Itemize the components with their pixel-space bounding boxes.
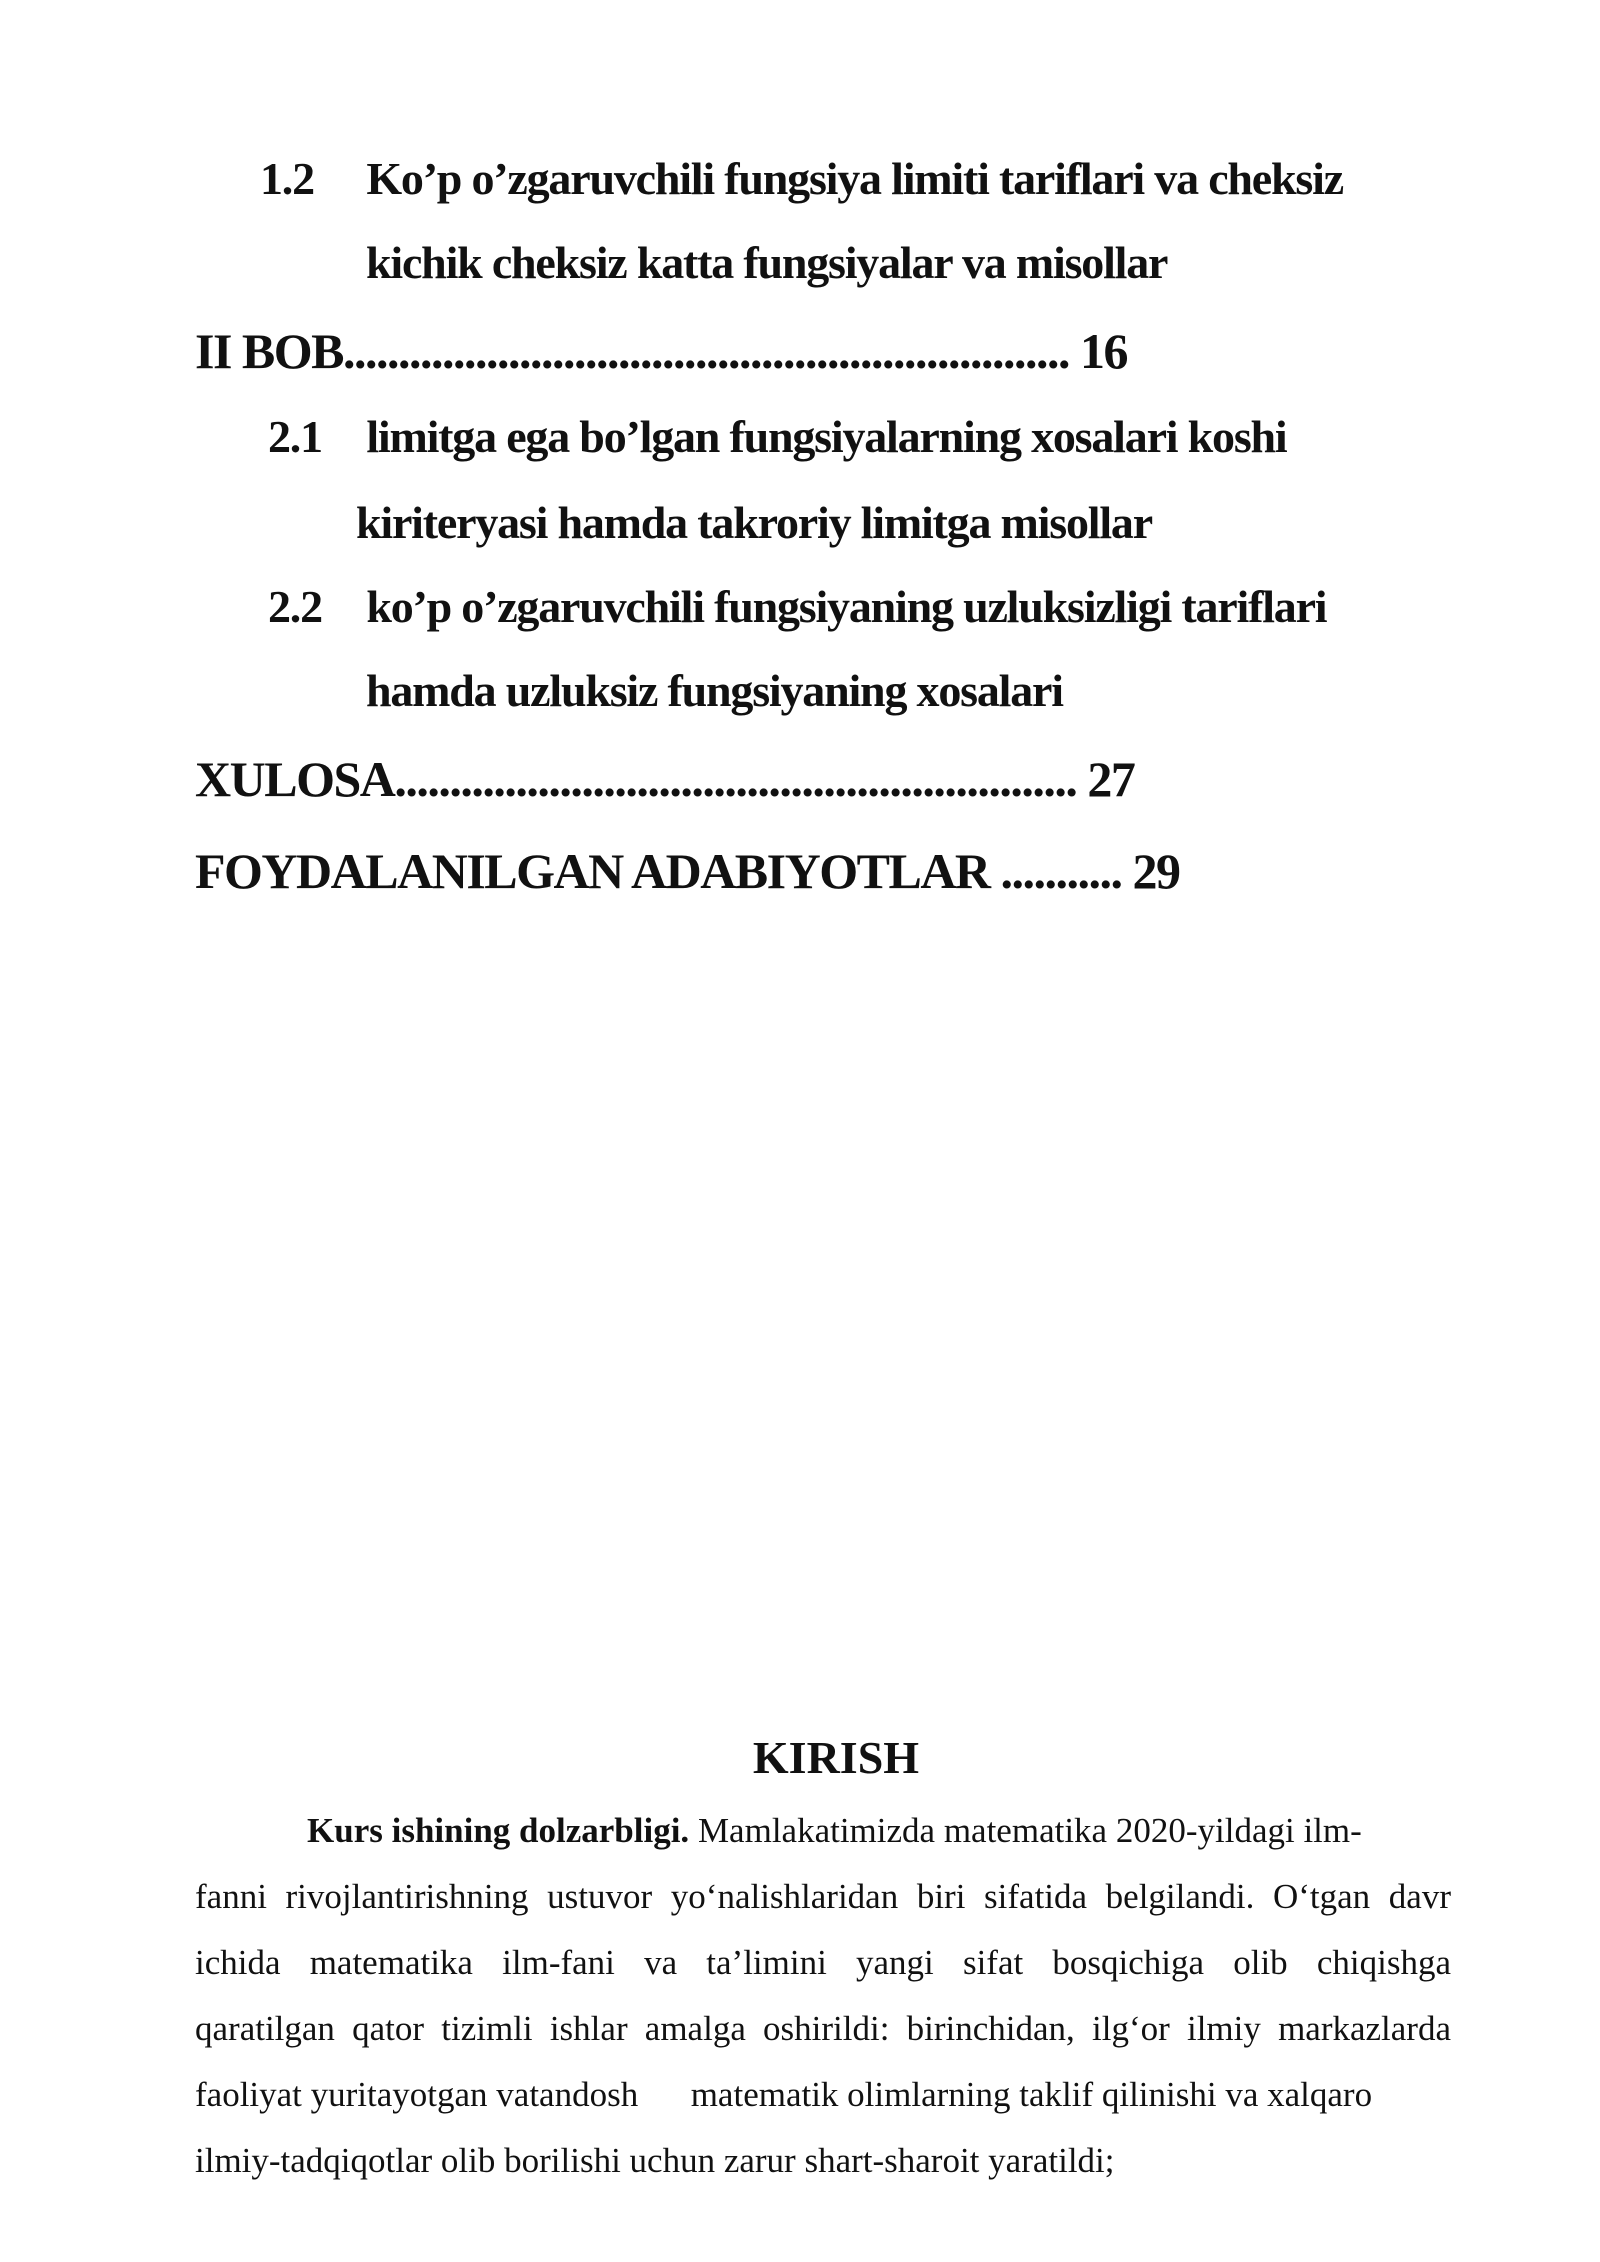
paragraph-line: ilmiy-tadqiqotlar olib borilishi uchun zarur shart-sharoit yaratildi; [195, 2141, 1115, 2180]
paragraph-text: Mamlakatimizda matematika 2020-yildagi ilm- [689, 1811, 1362, 1850]
toc-entry-2-1 [268, 410, 1287, 463]
toc-references-title: FOYDALANILGAN ADABIYOTLAR ........... 29 [195, 843, 1180, 899]
toc-conclusion-title: XULOSA.............................................................. 27 [195, 751, 1135, 807]
toc-entry-title: kichik cheksiz katta fungsiyalar va misollar [366, 237, 1168, 288]
intro-paragraph [195, 1798, 1451, 2194]
paragraph-line: faoliyat yuritayotgan vatandosh matematik olimlarning taklif qilinishi va xalqaro [195, 2075, 1373, 2114]
paragraph-line: fanni rivojlantirishning ustuvor yo‘nalishlaridan biri sifatida belgilandi. O‘tgan davr [195, 1877, 1451, 1916]
section-heading: KIRISH [752, 1732, 920, 1783]
toc-entry-number: 2.1 [268, 411, 322, 462]
toc-chapter-2 [195, 322, 1127, 380]
toc-entry-title: Ko’p o’zgaruvchili fungsiya limiti tariflari va cheksiz [366, 153, 1343, 204]
toc-entry-continuation [366, 236, 1167, 289]
toc-entry-title: hamda uzluksiz fungsiyaning xosalari [366, 665, 1063, 716]
paragraph-line [195, 1798, 1451, 1864]
toc-entry-1-2 [260, 152, 1343, 205]
toc-entry-2-2 [268, 580, 1326, 633]
toc-entry-continuation [356, 496, 1152, 549]
paragraph-line: ichida matematika ilm-fani va ta’limini yangi sifat bosqichiga olib chiqishga [195, 1943, 1451, 1982]
toc-entry-continuation [366, 664, 1063, 717]
toc-references [195, 842, 1180, 900]
toc-entry-title: kiriteryasi hamda takroriy limitga misollar [356, 497, 1152, 548]
toc-entry-title: limitga ega bo’lgan fungsiyalarning xosalari koshi [366, 411, 1287, 462]
paragraph-lead: Kurs ishining dolzarbligi. [307, 1811, 690, 1850]
paragraph-line: qaratilgan qator tizimli ishlar amalga oshirildi: birinchidan, ilg‘or ilmiy markazlarda [195, 2009, 1451, 2048]
toc-entry-title: ko’p o’zgaruvchili fungsiyaning uzluksizligi tariflari [366, 581, 1327, 632]
toc-entry-number: 2.2 [268, 581, 322, 632]
toc-conclusion [195, 750, 1134, 808]
toc-entry-number: 1.2 [260, 153, 314, 204]
toc-chapter-title: II BOB.................................................................. 16 [195, 323, 1128, 379]
